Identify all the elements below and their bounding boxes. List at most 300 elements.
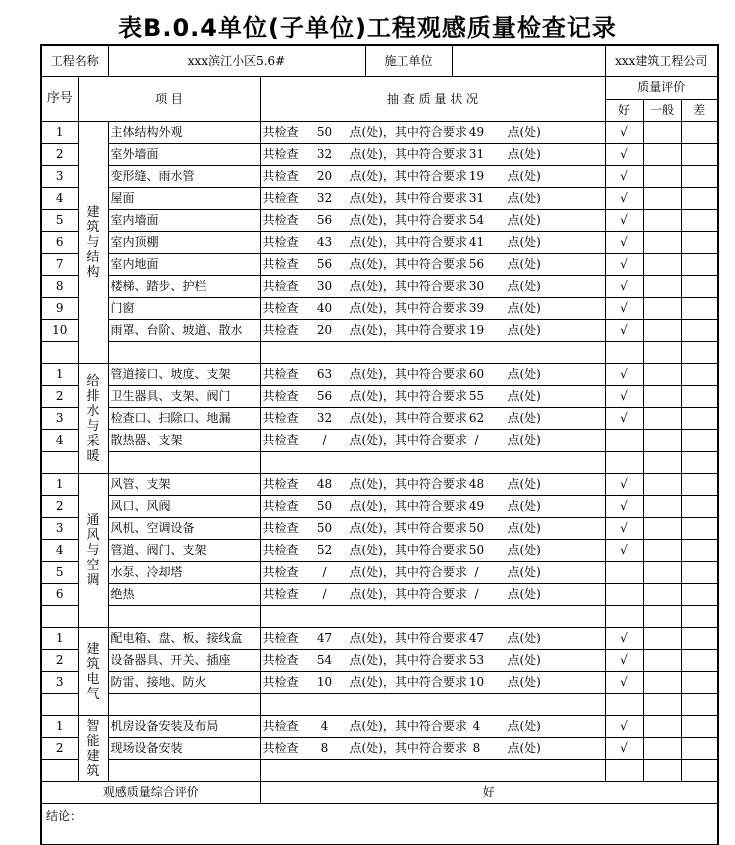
points-end-label: 点(处) [507,367,541,381]
row-poor-mark [681,276,718,298]
points-mid-label: 点(处)，其中符合要求 [349,719,467,733]
table-row [41,628,718,650]
checked-label: 共检查 [262,301,299,315]
row-normal-mark [643,650,681,672]
checked-count: 30 [316,279,333,293]
header-row [41,45,718,77]
row-poor-mark [681,430,718,452]
ok-count: 56 [468,257,485,271]
row-seq: 6 [41,232,78,254]
row-status [260,430,605,452]
row-poor-mark [681,518,718,540]
row-normal-mark [643,496,681,518]
checked-count: 48 [316,477,333,491]
ok-count: 53 [468,653,485,667]
row-status [260,518,605,540]
spacer-good-cell [605,694,643,716]
row-poor-mark [681,562,718,584]
checked-count: 32 [316,147,333,161]
row-seq: 5 [41,210,78,232]
project-name-label: 工程名称 [41,45,108,77]
contractor-label: 施工单位 [365,46,452,76]
row-seq: 1 [41,364,78,386]
ok-count: 39 [468,301,485,315]
points-end-label: 点(处) [507,477,541,491]
points-mid-label: 点(处)，其中符合要求 [349,653,467,667]
row-normal-mark [643,430,681,452]
group-name: 智能建筑 [78,716,108,782]
points-mid-label: 点(处)，其中符合要求 [349,235,467,249]
points-mid-label: 点(处)，其中符合要求 [349,147,467,161]
checked-count: 56 [316,213,333,227]
row-poor-mark [681,408,718,430]
row-item: 现场设备安装 [108,738,260,760]
checked-label: 共检查 [262,499,299,513]
row-status [260,408,605,430]
row-status [260,650,605,672]
spacer-normal-cell [643,760,681,782]
page-title: 表B.0.4单位(子单位)工程观感质量检查记录 [118,14,617,42]
row-seq: 8 [41,276,78,298]
checked-label: 共检查 [262,257,299,271]
row-normal-mark [643,122,681,144]
row-seq: 4 [41,430,78,452]
row-status [260,320,605,342]
row-status [260,540,605,562]
row-item: 防雷、接地、防火 [108,672,260,694]
points-mid-label: 点(处)，其中符合要求 [349,675,467,689]
points-mid-label: 点(处)，其中符合要求 [349,213,467,227]
spacer-status-cell [260,760,605,782]
row-normal-mark [643,672,681,694]
checked-label: 共检查 [262,433,299,447]
checked-count: 50 [316,521,333,535]
row-good-mark: √ [605,122,643,144]
row-good-mark: √ [605,628,643,650]
row-normal-mark [643,298,681,320]
ok-count: 30 [468,279,485,293]
ok-count: 48 [468,477,485,491]
points-end-label: 点(处) [507,675,541,689]
row-good-mark: √ [605,276,643,298]
row-seq: 1 [41,122,78,144]
overall-label: 观感质量综合评价 [41,782,260,804]
checked-label: 共检查 [262,169,299,183]
row-status [260,276,605,298]
row-good-mark: √ [605,364,643,386]
row-status [260,716,605,738]
row-normal-mark [643,144,681,166]
points-end-label: 点(处) [507,631,541,645]
checked-count: 52 [316,543,333,557]
ok-count: 54 [468,213,485,227]
row-normal-mark [643,254,681,276]
table-row [41,144,718,166]
row-seq: 2 [41,650,78,672]
checked-label: 共检查 [262,543,299,557]
checked-count: / [322,587,327,601]
points-end-label: 点(处) [507,433,541,447]
row-good-mark: √ [605,518,643,540]
checked-label: 共检查 [262,367,299,381]
checked-label: 共检查 [262,411,299,425]
row-status [260,232,605,254]
checked-label: 共检查 [262,741,299,755]
points-end-label: 点(处) [507,257,541,271]
points-end-label: 点(处) [507,125,541,139]
row-poor-mark [681,496,718,518]
row-normal-mark [643,474,681,496]
points-mid-label: 点(处)，其中符合要求 [349,587,467,601]
row-normal-mark [643,210,681,232]
row-item: 水泵、冷却塔 [108,562,260,584]
row-seq: 7 [41,254,78,276]
row-poor-mark [681,166,718,188]
row-poor-mark [681,364,718,386]
row-good-mark: √ [605,650,643,672]
inspection-table [40,44,719,845]
checked-count: 20 [316,323,333,337]
table-row [41,738,718,760]
row-item: 屋面 [108,188,260,210]
table-row [41,540,718,562]
row-item: 检查口、扫除口、地漏 [108,408,260,430]
col-status-header: 抽 查 质 量 状 况 [260,77,605,122]
row-poor-mark [681,386,718,408]
ok-count: 8 [472,741,481,755]
row-normal-mark [643,232,681,254]
table-row [41,584,718,606]
row-status [260,298,605,320]
table-row [41,562,718,584]
row-good-mark: √ [605,738,643,760]
ok-count: 41 [468,235,485,249]
row-status [260,474,605,496]
col-good-header: 好 [605,99,643,122]
checked-count: 4 [320,719,329,733]
row-normal-mark [643,540,681,562]
row-normal-mark [643,320,681,342]
row-normal-mark [643,716,681,738]
group-name: 给排水与采暖 [78,364,108,474]
table-row [41,166,718,188]
conclusion-row [41,804,718,845]
row-item: 室内地面 [108,254,260,276]
spacer-item-cell [108,342,260,364]
table-row [41,364,718,386]
row-normal-mark [643,584,681,606]
row-poor-mark [681,474,718,496]
row-normal-mark [643,364,681,386]
row-normal-mark [643,166,681,188]
group-name: 通风与空调 [78,474,108,628]
points-mid-label: 点(处)，其中符合要求 [349,125,467,139]
checked-label: 共检查 [262,477,299,491]
table-row [41,122,718,144]
points-end-label: 点(处) [507,719,541,733]
points-end-label: 点(处) [507,279,541,293]
row-item: 绝热 [108,584,260,606]
points-mid-label: 点(处)，其中符合要求 [349,323,467,337]
spacer-item-cell [108,760,260,782]
row-status [260,166,605,188]
row-status [260,210,605,232]
checked-label: 共检查 [262,389,299,403]
row-good-mark: √ [605,320,643,342]
col-normal-header: 一般 [643,99,681,122]
checked-count: 43 [316,235,333,249]
row-normal-mark [643,628,681,650]
table-row [41,276,718,298]
col-item-header: 项 目 [78,77,260,122]
row-poor-mark [681,320,718,342]
spacer-good-cell [605,606,643,628]
points-end-label: 点(处) [507,213,541,227]
row-status [260,496,605,518]
table-row [41,650,718,672]
checked-count: 56 [316,389,333,403]
row-normal-mark [643,562,681,584]
points-end-label: 点(处) [507,191,541,205]
row-good-mark: √ [605,540,643,562]
ok-count: 4 [472,719,481,733]
row-seq: 2 [41,496,78,518]
row-item: 设备器具、开关、插座 [108,650,260,672]
checked-count: 63 [316,367,333,381]
row-poor-mark [681,254,718,276]
row-seq: 3 [41,166,78,188]
ok-count: 10 [468,675,485,689]
table-row [41,232,718,254]
spacer-seq-cell [41,760,78,782]
ok-count: 19 [468,169,485,183]
col-poor-header: 差 [681,99,718,122]
spacer-status-cell [260,342,605,364]
ok-count: 50 [468,543,485,557]
row-item: 室内顶棚 [108,232,260,254]
row-seq: 2 [41,144,78,166]
row-poor-mark [681,144,718,166]
checked-label: 共检查 [262,279,299,293]
row-seq: 1 [41,474,78,496]
ok-count: 50 [468,521,485,535]
checked-count: 20 [316,169,333,183]
points-end-label: 点(处) [507,235,541,249]
table-row [41,188,718,210]
points-mid-label: 点(处)，其中符合要求 [349,521,467,535]
row-normal-mark [643,276,681,298]
points-mid-label: 点(处)，其中符合要求 [349,191,467,205]
table-row [41,496,718,518]
project-name-value: xxx滨江小区5.6# [187,54,286,68]
points-end-label: 点(处) [507,587,541,601]
checked-label: 共检查 [262,213,299,227]
ok-count: 49 [468,499,485,513]
points-end-label: 点(处) [507,147,541,161]
table-row [41,298,718,320]
points-mid-label: 点(处)，其中符合要求 [349,631,467,645]
ok-count: 31 [468,147,485,161]
points-mid-label: 点(处)，其中符合要求 [349,169,467,183]
table-row [41,320,718,342]
row-item: 风机、空调设备 [108,518,260,540]
row-seq: 3 [41,672,78,694]
points-end-label: 点(处) [507,411,541,425]
row-poor-mark [681,122,718,144]
spacer-seq-cell [41,694,78,716]
row-seq: 9 [41,298,78,320]
column-header-row-1 [41,77,718,100]
row-seq: 1 [41,716,78,738]
spacer-seq-cell [41,452,78,474]
points-end-label: 点(处) [507,169,541,183]
conclusion-label: 结论： [41,804,718,845]
table-row [41,254,718,276]
points-end-label: 点(处) [507,323,541,337]
checked-count: 32 [316,411,333,425]
row-status [260,738,605,760]
row-status [260,386,605,408]
spacer-row [41,694,718,716]
points-mid-label: 点(处)，其中符合要求 [349,389,467,403]
points-end-label: 点(处) [507,565,541,579]
row-status [260,672,605,694]
row-item: 主体结构外观 [108,122,260,144]
ok-count: / [474,565,479,579]
points-end-label: 点(处) [507,389,541,403]
row-status [260,188,605,210]
spacer-status-cell [260,452,605,474]
row-status [260,584,605,606]
spacer-seq-cell [41,342,78,364]
row-status [260,122,605,144]
spacer-normal-cell [643,452,681,474]
spacer-row [41,606,718,628]
row-poor-mark [681,672,718,694]
checked-count: 32 [316,191,333,205]
spacer-poor-cell [681,342,718,364]
table-row [41,408,718,430]
table-row [41,518,718,540]
checked-count: 10 [316,675,333,689]
checked-label: 共检查 [262,565,299,579]
checked-count: / [322,433,327,447]
spacer-seq-cell [41,606,78,628]
contractor-value: xxx建筑工程公司 [605,45,718,77]
row-normal-mark [643,408,681,430]
spacer-status-cell [260,694,605,716]
points-mid-label: 点(处)，其中符合要求 [349,367,467,381]
row-item: 楼梯、踏步、护栏 [108,276,260,298]
row-good-mark [605,430,643,452]
row-good-mark: √ [605,166,643,188]
row-seq: 4 [41,540,78,562]
row-item: 风管、支架 [108,474,260,496]
row-normal-mark [643,188,681,210]
spacer-item-cell [108,452,260,474]
spacer-normal-cell [643,694,681,716]
checked-count: 50 [316,125,333,139]
project-name-cell [108,45,605,77]
checked-count: 40 [316,301,333,315]
row-item: 风口、风阀 [108,496,260,518]
spacer-good-cell [605,760,643,782]
table-row [41,430,718,452]
points-mid-label: 点(处)，其中符合要求 [349,279,467,293]
checked-label: 共检查 [262,587,299,601]
table-row [41,716,718,738]
row-poor-mark [681,584,718,606]
spacer-poor-cell [681,694,718,716]
row-item: 变形缝、雨水管 [108,166,260,188]
table-row [41,210,718,232]
row-status [260,628,605,650]
row-good-mark: √ [605,408,643,430]
checked-count: 47 [316,631,333,645]
row-status [260,144,605,166]
ok-count: 47 [468,631,485,645]
row-poor-mark [681,232,718,254]
spacer-status-cell [260,606,605,628]
points-mid-label: 点(处)，其中符合要求 [349,499,467,513]
ok-count: / [474,587,479,601]
row-seq: 1 [41,628,78,650]
row-item: 卫生器具、支架、阀门 [108,386,260,408]
row-poor-mark [681,188,718,210]
points-mid-label: 点(处)，其中符合要求 [349,411,467,425]
row-good-mark: √ [605,496,643,518]
spacer-normal-cell [643,342,681,364]
overall-value: 好 [260,782,718,804]
points-mid-label: 点(处)，其中符合要求 [349,301,467,315]
ok-count: 31 [468,191,485,205]
col-seq-header: 序号 [41,77,78,122]
row-item: 机房设备安装及布局 [108,716,260,738]
checked-label: 共检查 [262,323,299,337]
row-seq: 2 [41,386,78,408]
checked-label: 共检查 [262,235,299,249]
checked-count: 50 [316,499,333,513]
ok-count: 60 [468,367,485,381]
spacer-row [41,452,718,474]
points-mid-label: 点(处)，其中符合要求 [349,433,467,447]
checked-label: 共检查 [262,675,299,689]
row-seq: 10 [41,320,78,342]
row-poor-mark [681,298,718,320]
table-row [41,672,718,694]
spacer-poor-cell [681,606,718,628]
row-item: 管道接口、坡度、支架 [108,364,260,386]
row-good-mark [605,562,643,584]
checked-count: / [322,565,327,579]
row-item: 室内墙面 [108,210,260,232]
row-good-mark: √ [605,232,643,254]
row-item: 室外墙面 [108,144,260,166]
group-name: 建筑电气 [78,628,108,716]
row-poor-mark [681,716,718,738]
points-mid-label: 点(处)，其中符合要求 [349,477,467,491]
row-item: 散热器、支架 [108,430,260,452]
row-item: 管道、阀门、支架 [108,540,260,562]
row-status [260,562,605,584]
checked-label: 共检查 [262,125,299,139]
row-good-mark: √ [605,144,643,166]
checked-label: 共检查 [262,719,299,733]
points-end-label: 点(处) [507,653,541,667]
checked-label: 共检查 [262,631,299,645]
checked-count: 56 [316,257,333,271]
row-item: 门窗 [108,298,260,320]
